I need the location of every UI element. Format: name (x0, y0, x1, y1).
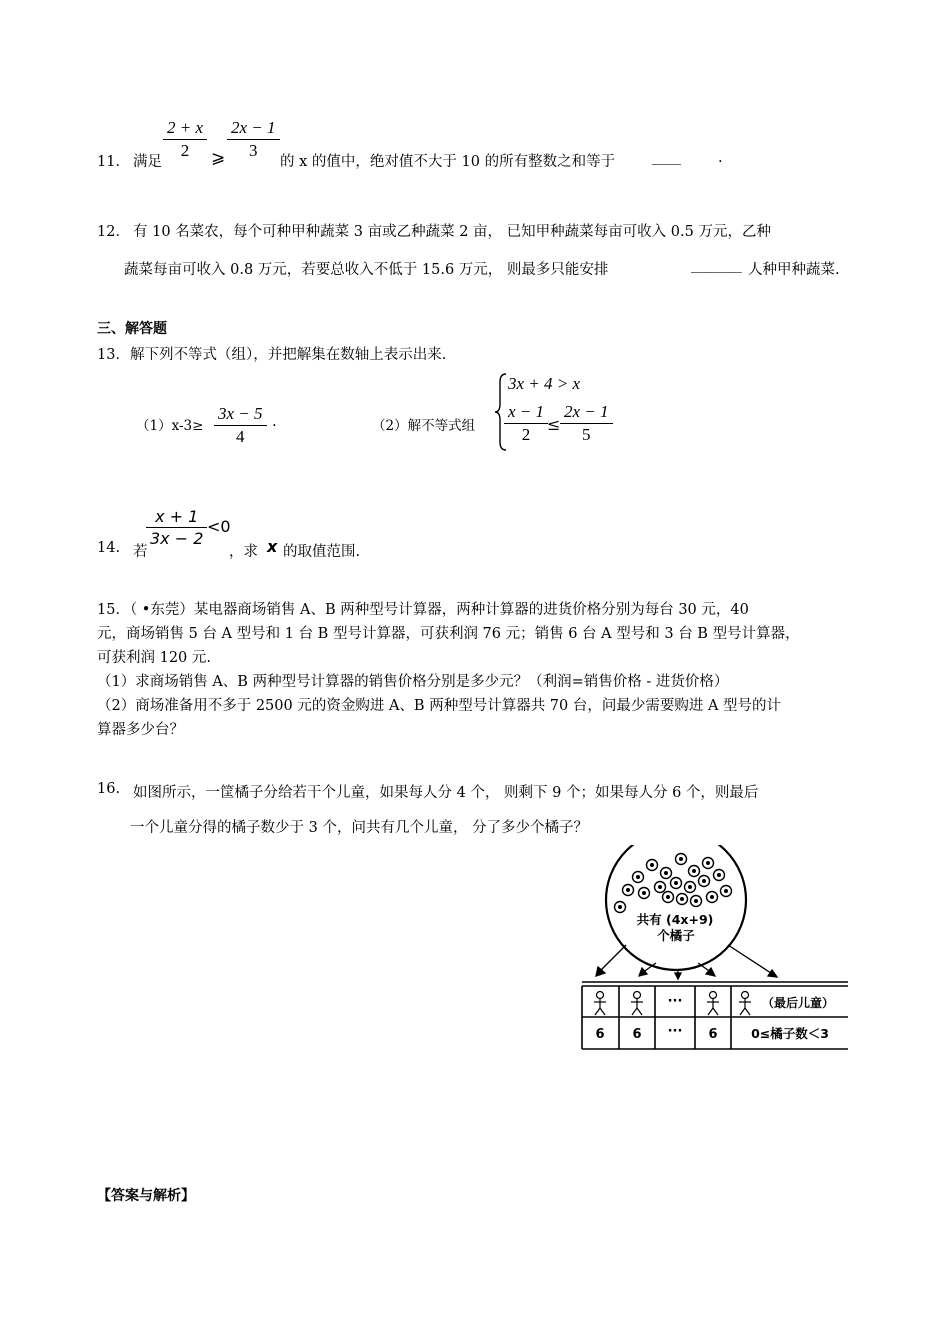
section-title: 三、解答题 (97, 321, 167, 337)
row2-cell-3: ··· (667, 1024, 683, 1039)
q12-line2-a: 蔬菜每亩可收入 0.8 万元，若要总收入不低于 15.6 万元， 则最多只能安排 (124, 262, 609, 278)
q14-text-b: 的取值范围. (283, 544, 361, 560)
row2-cell-5: 0≤橘子数＜3 (751, 1026, 829, 1041)
q13-part1-end: . (272, 414, 277, 430)
q13-system-relation: ≤ (547, 415, 561, 434)
oranges-figure (578, 845, 850, 1055)
row2-cell-4: 6 (708, 1027, 718, 1042)
q11-answer-blank[interactable]: ____ (652, 149, 681, 165)
q12-line1: 有 10 名菜农，每个可种甲种蔬菜 3 亩或乙种蔬菜 2 亩， 已知甲种蔬菜每亩可收入 0.5 万元，乙种 (133, 224, 771, 240)
q13-stem: 13．解下列不等式（组），并把解集在数轴上表示出来. (97, 347, 447, 363)
q12-answer-blank[interactable]: _______ (691, 257, 742, 273)
orange-basket-circle (606, 845, 746, 970)
q15-sub2-line2: 算器多少台？ (97, 722, 184, 738)
q11-number: 11． (97, 154, 130, 170)
q13-system-fraction-left: x − 1 2 (504, 402, 548, 445)
q13-part2-label: （2）解不等式组 (372, 418, 476, 434)
q14-prefix: 若 (133, 544, 148, 560)
q13-system-fraction-right: 2x − 1 5 (560, 402, 613, 445)
q14-text-a: ，求 (229, 544, 258, 560)
row2-cell-1: 6 (595, 1027, 605, 1042)
q16-number: 16. (97, 781, 121, 797)
q12-line2-b: 人种甲种蔬菜. (748, 262, 840, 278)
q15-line3: 可获利润 120 元. (97, 650, 212, 666)
q11-fraction-left: 2 + x 2 (163, 118, 207, 161)
basket-label-bottom: 个橘子 (657, 928, 695, 943)
q15-sub1: （1）求商场销售 A、B 两种型号计算器的销售价格分别是多少元？（利润=销售价格 - 进货价格） (97, 674, 729, 690)
q14-variable: x (267, 537, 278, 556)
last-child-label: （最后儿童） (761, 996, 835, 1010)
q11-end: . (718, 150, 723, 166)
q11-text: 的 x 的值中，绝对值不大于 10 的所有整数之和等于 (280, 154, 616, 170)
row2-cell-2: 6 (632, 1027, 642, 1042)
q14-fraction: x + 1 3x − 2 (146, 507, 207, 548)
q16-line2: 一个儿童分得的橘子数少于 3 个，问共有几个儿童， 分了多少个橘子？ (130, 820, 589, 836)
q13-system-line1: 3x + 4 > x (508, 374, 581, 393)
row1-ellipsis: ··· (667, 994, 683, 1009)
q15-sub2-line1: （2）商场准备用不多于 2500 元的资金购进 A、B 两种型号计算器共 70 台，问最少需要购进 A 型号的计 (97, 698, 782, 714)
basket-label-top: 共有 (4x+9) (636, 912, 714, 927)
q11-fraction-right: 2x − 1 3 (227, 118, 280, 161)
q12-number: 12． (97, 224, 130, 240)
q13-part1-fraction: 3x − 5 4 (214, 404, 267, 447)
q13-part1-label: （1）x-3≥ (136, 418, 204, 434)
answer-header: 【答案与解析】 (97, 1188, 195, 1204)
q14-relation: <0 (207, 517, 231, 536)
q16-line1: 如图所示，一筐橘子分给若干个儿童，如果每人分 4 个， 则剩下 9 个；如果每人分 6 个，则最后 (133, 785, 759, 801)
q14-number: 14. (97, 540, 121, 556)
q15-line2: 元，商场销售 5 台 A 型号和 1 台 B 型号计算器，可获利润 76 元；销售 6 台 A 型号和 3 台 B 型号计算器， (97, 626, 800, 642)
q11-relation: ⩾ (211, 148, 226, 168)
q15-line1: 15．（ •东莞）某电器商场销售 A、B 两种型号计算器，两种计算器的进货价格分别为每台 30 元，40 (97, 602, 749, 618)
q11-prefix: 满足 (133, 154, 162, 170)
